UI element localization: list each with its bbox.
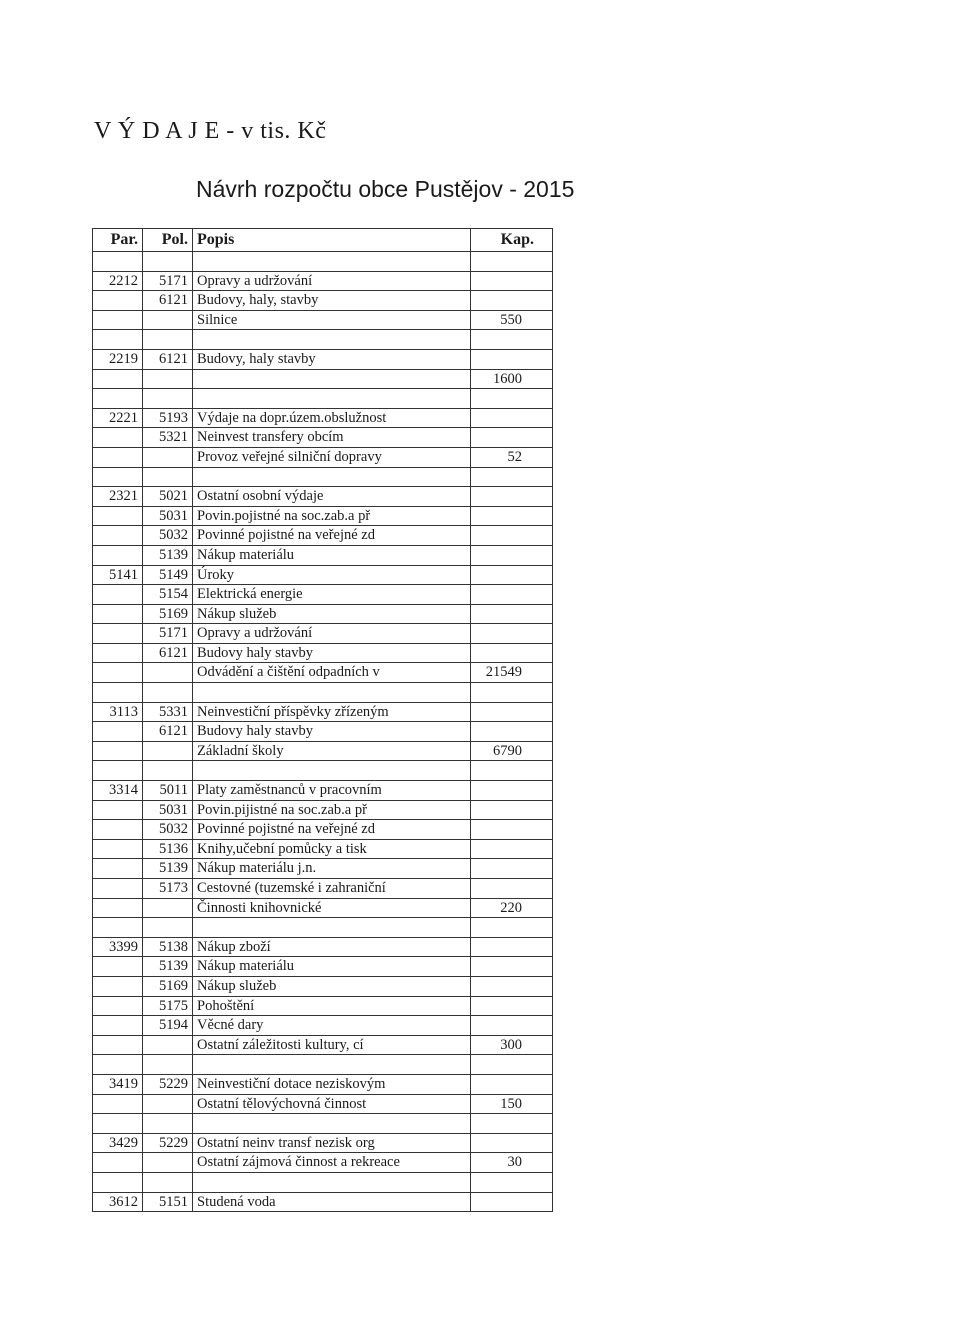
cell-pol: 5032 — [143, 820, 193, 840]
cell-kap — [471, 683, 553, 703]
table-row — [93, 976, 553, 996]
table-row — [93, 937, 553, 957]
table-row — [93, 526, 553, 546]
cell-popis: Povin.pijistné na soc.zab.a př — [193, 800, 471, 820]
cell-kap: 1600 — [471, 369, 553, 389]
cell-popis: Povinné pojistné na veřejné zd — [193, 820, 471, 840]
cell-kap: 30 — [471, 1153, 553, 1173]
cell-pol: 5139 — [143, 545, 193, 565]
cell-kap — [471, 467, 553, 487]
cell-par — [93, 1114, 143, 1134]
cell-popis: Neinvest transfery obcím — [193, 428, 471, 448]
table-row — [93, 330, 553, 350]
cell-pol: 5154 — [143, 585, 193, 605]
cell-par — [93, 252, 143, 272]
cell-kap — [471, 565, 553, 585]
cell-pol: 5193 — [143, 408, 193, 428]
cell-pol: 5169 — [143, 976, 193, 996]
table-row — [93, 271, 553, 291]
table-row — [93, 1074, 553, 1094]
cell-par — [93, 1035, 143, 1055]
cell-par — [93, 1153, 143, 1173]
cell-pol — [143, 1114, 193, 1134]
cell-kap — [471, 1114, 553, 1134]
cell-par — [93, 467, 143, 487]
cell-par — [93, 859, 143, 879]
cell-popis — [193, 252, 471, 272]
cell-par — [93, 663, 143, 683]
cell-par: 3314 — [93, 781, 143, 801]
table-row — [93, 879, 553, 899]
cell-pol — [143, 761, 193, 781]
cell-par — [93, 996, 143, 1016]
cell-popis: Silnice — [193, 310, 471, 330]
cell-par — [93, 330, 143, 350]
cell-pol — [143, 252, 193, 272]
cell-pol: 5138 — [143, 937, 193, 957]
cell-pol: 5173 — [143, 879, 193, 899]
cell-pol: 5229 — [143, 1074, 193, 1094]
cell-popis — [193, 369, 471, 389]
cell-par — [93, 1016, 143, 1036]
table-row — [93, 545, 553, 565]
cell-par — [93, 389, 143, 409]
table-row — [93, 702, 553, 722]
cell-popis: Opravy a udržování — [193, 624, 471, 644]
cell-popis: Ostatní tělovýchovná činnost — [193, 1094, 471, 1114]
table-row — [93, 1094, 553, 1114]
cell-pol — [143, 741, 193, 761]
cell-par — [93, 447, 143, 467]
cell-pol — [143, 389, 193, 409]
cell-pol: 5139 — [143, 957, 193, 977]
cell-kap: 6790 — [471, 741, 553, 761]
table-row — [93, 408, 553, 428]
table-row — [93, 663, 553, 683]
header-pol: Pol. — [143, 229, 193, 252]
cell-popis: Opravy a udržování — [193, 271, 471, 291]
table-row — [93, 1055, 553, 1075]
cell-pol: 6121 — [143, 291, 193, 311]
cell-kap — [471, 702, 553, 722]
cell-popis — [193, 467, 471, 487]
cell-pol: 5021 — [143, 487, 193, 507]
cell-par — [93, 918, 143, 938]
cell-popis: Nákup zboží — [193, 937, 471, 957]
cell-popis: Výdaje na dopr.územ.obslužnost — [193, 408, 471, 428]
cell-kap — [471, 879, 553, 899]
cell-par — [93, 1172, 143, 1192]
table-row — [93, 604, 553, 624]
cell-kap: 52 — [471, 447, 553, 467]
cell-kap — [471, 761, 553, 781]
cell-popis — [193, 1114, 471, 1134]
cell-par — [93, 879, 143, 899]
cell-kap: 300 — [471, 1035, 553, 1055]
cell-pol — [143, 1172, 193, 1192]
cell-pol: 5149 — [143, 565, 193, 585]
cell-pol: 5169 — [143, 604, 193, 624]
cell-kap: 150 — [471, 1094, 553, 1114]
cell-popis: Úroky — [193, 565, 471, 585]
budget-table-body — [93, 229, 553, 1212]
cell-pol — [143, 467, 193, 487]
cell-par — [93, 957, 143, 977]
cell-pol: 5175 — [143, 996, 193, 1016]
cell-kap — [471, 643, 553, 663]
cell-popis — [193, 1172, 471, 1192]
table-row — [93, 506, 553, 526]
table-row — [93, 1035, 553, 1055]
cell-pol: 5229 — [143, 1133, 193, 1153]
cell-pol: 5321 — [143, 428, 193, 448]
table-row — [93, 839, 553, 859]
cell-kap — [471, 408, 553, 428]
cell-kap — [471, 800, 553, 820]
cell-par: 3399 — [93, 937, 143, 957]
cell-popis: Provoz veřejné silniční dopravy — [193, 447, 471, 467]
cell-pol — [143, 918, 193, 938]
cell-popis: Budovy, haly, stavby — [193, 291, 471, 311]
cell-popis: Ostatní neinv transf nezisk org — [193, 1133, 471, 1153]
table-row — [93, 585, 553, 605]
table-row — [93, 898, 553, 918]
header-par: Par. — [93, 229, 143, 252]
cell-kap — [471, 428, 553, 448]
table-row — [93, 1133, 553, 1153]
cell-popis: Neinvestiční dotace neziskovým — [193, 1074, 471, 1094]
cell-pol: 5331 — [143, 702, 193, 722]
table-row — [93, 291, 553, 311]
cell-popis: Elektrická energie — [193, 585, 471, 605]
table-row — [93, 310, 553, 330]
cell-par — [93, 643, 143, 663]
cell-pol: 5171 — [143, 624, 193, 644]
cell-par — [93, 741, 143, 761]
cell-popis: Budovy haly stavby — [193, 643, 471, 663]
cell-pol — [143, 447, 193, 467]
cell-kap — [471, 291, 553, 311]
cell-par: 5141 — [93, 565, 143, 585]
cell-popis: Nákup služeb — [193, 976, 471, 996]
cell-par — [93, 839, 143, 859]
cell-par — [93, 722, 143, 742]
table-row — [93, 957, 553, 977]
cell-popis — [193, 1055, 471, 1075]
cell-kap — [471, 330, 553, 350]
cell-kap — [471, 624, 553, 644]
table-row — [93, 1192, 553, 1212]
cell-popis: Ostatní záležitosti kultury, cí — [193, 1035, 471, 1055]
cell-par — [93, 506, 143, 526]
cell-par: 2321 — [93, 487, 143, 507]
cell-popis: Základní školy — [193, 741, 471, 761]
cell-pol: 6121 — [143, 349, 193, 369]
cell-kap — [471, 859, 553, 879]
cell-kap — [471, 996, 553, 1016]
cell-popis: Povinné pojistné na veřejné zd — [193, 526, 471, 546]
cell-pol: 5031 — [143, 800, 193, 820]
page-heading: V Ý D A J E - v tis. Kč — [94, 118, 327, 144]
cell-pol — [143, 1035, 193, 1055]
cell-popis: Nákup materiálu — [193, 957, 471, 977]
cell-popis: Povin.pojistné na soc.zab.a př — [193, 506, 471, 526]
cell-popis: Pohoštění — [193, 996, 471, 1016]
cell-kap — [471, 781, 553, 801]
cell-kap — [471, 349, 553, 369]
table-row — [93, 781, 553, 801]
cell-par — [93, 310, 143, 330]
cell-par: 3419 — [93, 1074, 143, 1094]
cell-pol: 6121 — [143, 643, 193, 663]
cell-par — [93, 291, 143, 311]
table-row — [93, 565, 553, 585]
cell-kap: 21549 — [471, 663, 553, 683]
table-row — [93, 487, 553, 507]
cell-par — [93, 1055, 143, 1075]
cell-kap — [471, 937, 553, 957]
table-row — [93, 1153, 553, 1173]
cell-pol — [143, 330, 193, 350]
table-row — [93, 761, 553, 781]
cell-popis: Nákup služeb — [193, 604, 471, 624]
cell-kap — [471, 506, 553, 526]
cell-kap — [471, 1055, 553, 1075]
cell-kap — [471, 604, 553, 624]
cell-popis: Ostatní osobní výdaje — [193, 487, 471, 507]
table-row — [93, 859, 553, 879]
cell-par: 3612 — [93, 1192, 143, 1212]
cell-kap — [471, 722, 553, 742]
header-popis: Popis — [193, 229, 471, 252]
table-row — [93, 683, 553, 703]
cell-par — [93, 545, 143, 565]
cell-pol: 5011 — [143, 781, 193, 801]
cell-popis: Cestovné (tuzemské i zahraniční — [193, 879, 471, 899]
table-row — [93, 741, 553, 761]
table-row — [93, 918, 553, 938]
cell-kap — [471, 976, 553, 996]
cell-kap — [471, 252, 553, 272]
cell-popis: Nákup materiálu — [193, 545, 471, 565]
table-row — [93, 1172, 553, 1192]
header-kap: Kap. — [471, 229, 553, 252]
cell-par: 2219 — [93, 349, 143, 369]
cell-pol — [143, 683, 193, 703]
cell-pol — [143, 1153, 193, 1173]
table-row — [93, 369, 553, 389]
cell-popis: Platy zaměstnanců v pracovním — [193, 781, 471, 801]
cell-pol: 5139 — [143, 859, 193, 879]
cell-par: 2221 — [93, 408, 143, 428]
cell-popis: Knihy,učební pomůcky a tisk — [193, 839, 471, 859]
cell-par — [93, 369, 143, 389]
table-row — [93, 349, 553, 369]
table-row — [93, 467, 553, 487]
cell-popis: Budovy, haly stavby — [193, 349, 471, 369]
cell-popis — [193, 330, 471, 350]
cell-popis: Studená voda — [193, 1192, 471, 1212]
cell-par — [93, 898, 143, 918]
cell-par — [93, 1094, 143, 1114]
cell-popis — [193, 683, 471, 703]
cell-par — [93, 800, 143, 820]
cell-kap — [471, 1172, 553, 1192]
budget-table — [92, 228, 553, 1212]
cell-pol: 5194 — [143, 1016, 193, 1036]
cell-popis: Činnosti knihovnické — [193, 898, 471, 918]
cell-popis: Nákup materiálu j.n. — [193, 859, 471, 879]
cell-par — [93, 428, 143, 448]
table-row — [93, 722, 553, 742]
cell-pol: 5151 — [143, 1192, 193, 1212]
cell-kap — [471, 487, 553, 507]
cell-kap — [471, 839, 553, 859]
cell-par — [93, 526, 143, 546]
cell-par — [93, 683, 143, 703]
cell-pol — [143, 1055, 193, 1075]
cell-pol: 5031 — [143, 506, 193, 526]
table-row — [93, 447, 553, 467]
cell-popis: Věcné dary — [193, 1016, 471, 1036]
table-row — [93, 428, 553, 448]
cell-kap: 220 — [471, 898, 553, 918]
cell-pol: 6121 — [143, 722, 193, 742]
table-row — [93, 800, 553, 820]
cell-pol: 5032 — [143, 526, 193, 546]
cell-popis — [193, 761, 471, 781]
table-row — [93, 643, 553, 663]
cell-kap — [471, 526, 553, 546]
cell-par: 3429 — [93, 1133, 143, 1153]
cell-popis: Odvádění a čištění odpadních v — [193, 663, 471, 683]
cell-popis: Ostatní zájmová činnost a rekreace — [193, 1153, 471, 1173]
cell-pol — [143, 898, 193, 918]
cell-kap — [471, 918, 553, 938]
table-row — [93, 1114, 553, 1134]
table-row — [93, 624, 553, 644]
cell-kap — [471, 1074, 553, 1094]
table-row — [93, 996, 553, 1016]
cell-par — [93, 624, 143, 644]
cell-kap — [471, 545, 553, 565]
cell-popis: Neinvestiční příspěvky zřízeným — [193, 702, 471, 722]
cell-kap — [471, 389, 553, 409]
cell-pol: 5136 — [143, 839, 193, 859]
cell-popis: Budovy haly stavby — [193, 722, 471, 742]
table-row — [93, 389, 553, 409]
cell-kap — [471, 1016, 553, 1036]
cell-par: 2212 — [93, 271, 143, 291]
cell-par — [93, 604, 143, 624]
cell-par — [93, 976, 143, 996]
cell-pol — [143, 1094, 193, 1114]
cell-par: 3113 — [93, 702, 143, 722]
cell-kap — [471, 1192, 553, 1212]
page-title: Návrh rozpočtu obce Pustějov - 2015 — [196, 176, 575, 202]
cell-kap — [471, 820, 553, 840]
cell-par — [93, 585, 143, 605]
cell-kap — [471, 957, 553, 977]
table-row — [93, 820, 553, 840]
cell-popis — [193, 918, 471, 938]
cell-kap — [471, 585, 553, 605]
cell-pol — [143, 663, 193, 683]
table-row — [93, 1016, 553, 1036]
cell-pol — [143, 369, 193, 389]
cell-pol — [143, 310, 193, 330]
cell-kap — [471, 1133, 553, 1153]
cell-kap — [471, 271, 553, 291]
cell-popis — [193, 389, 471, 409]
cell-par — [93, 820, 143, 840]
cell-par — [93, 761, 143, 781]
cell-kap: 550 — [471, 310, 553, 330]
table-header-row — [93, 229, 553, 252]
table-row — [93, 252, 553, 272]
cell-pol: 5171 — [143, 271, 193, 291]
